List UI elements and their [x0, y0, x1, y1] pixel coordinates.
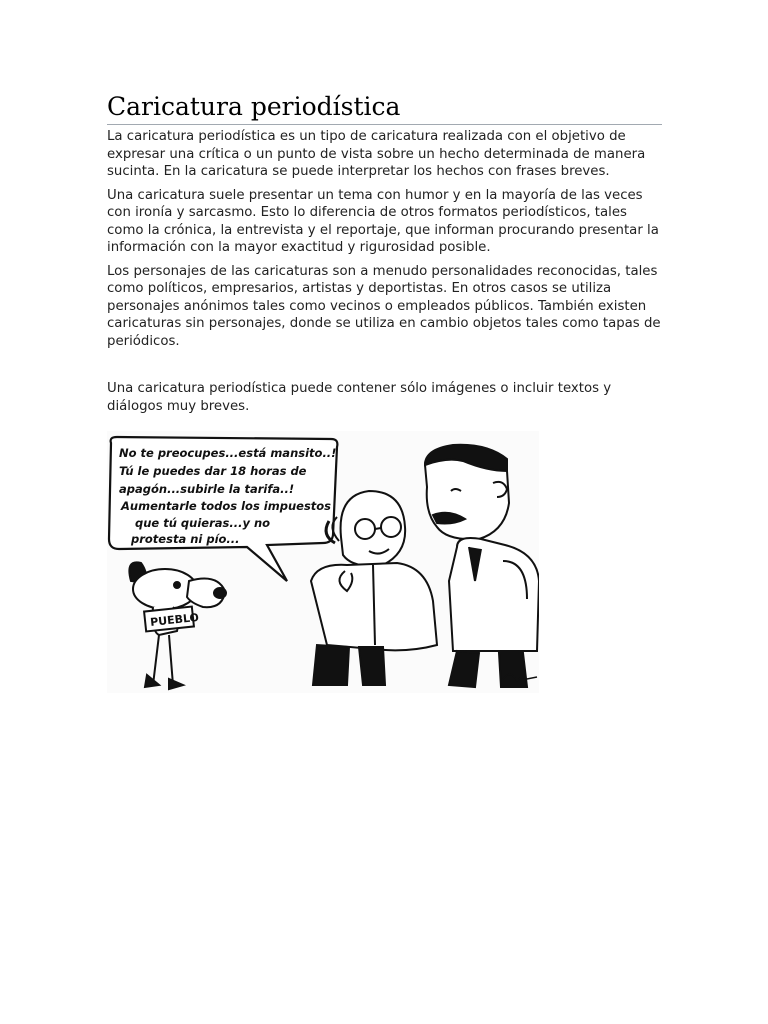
speech-line: apagón...subirle la tarifa..! [119, 482, 295, 496]
paragraph-3: Los personajes de las caricaturas son a menudo personalidades reconocidas, tales como políticos, empresarios, artistas y deportistas. En otros casos se utiliza personajes anónimos tales como vecinos o empleados públicos. También existen caricaturas sin personajes, donde se utiliza en cambio objetos tales como tapas de periódicos. [107, 263, 661, 349]
speech-line: protesta ni pío... [131, 532, 240, 546]
article-title: Caricatura periodística [107, 92, 662, 125]
speech-line: que tú quieras...y no [135, 516, 271, 530]
paragraph-1: La caricatura periodística es un tipo de caricatura realizada con el objetivo de expresar una crítica o un punto de vista sobre un hecho determinada de manera sucinta. En la caricatura se puede interpretar los hechos con frases breves. [107, 129, 646, 179]
speech-line: Aumentarle todos los impuestos [121, 499, 332, 513]
paragraph-4: Una caricatura periodística puede contener sólo imágenes o incluir textos y diálogos muy breves. [107, 381, 612, 414]
pueblo-sign-label: PUEBLO [149, 610, 200, 629]
speech-line: Tú le puedes dar 18 horas de [119, 464, 307, 478]
speech-line: No te preocupes...está mansito..! [119, 446, 337, 460]
editorial-cartoon [107, 431, 539, 693]
paragraph-2: Una caricatura suele presentar un tema con humor y en la mayoría de las veces con ironía y sarcasmo. Esto lo diferencia de otros formatos periodísticos, tales como la crónica, la entrevista y el reportaje, que informan procurando presentar la información con la mayor exactitud y rigurosidad posible. [107, 187, 659, 255]
article-body [107, 92, 662, 693]
